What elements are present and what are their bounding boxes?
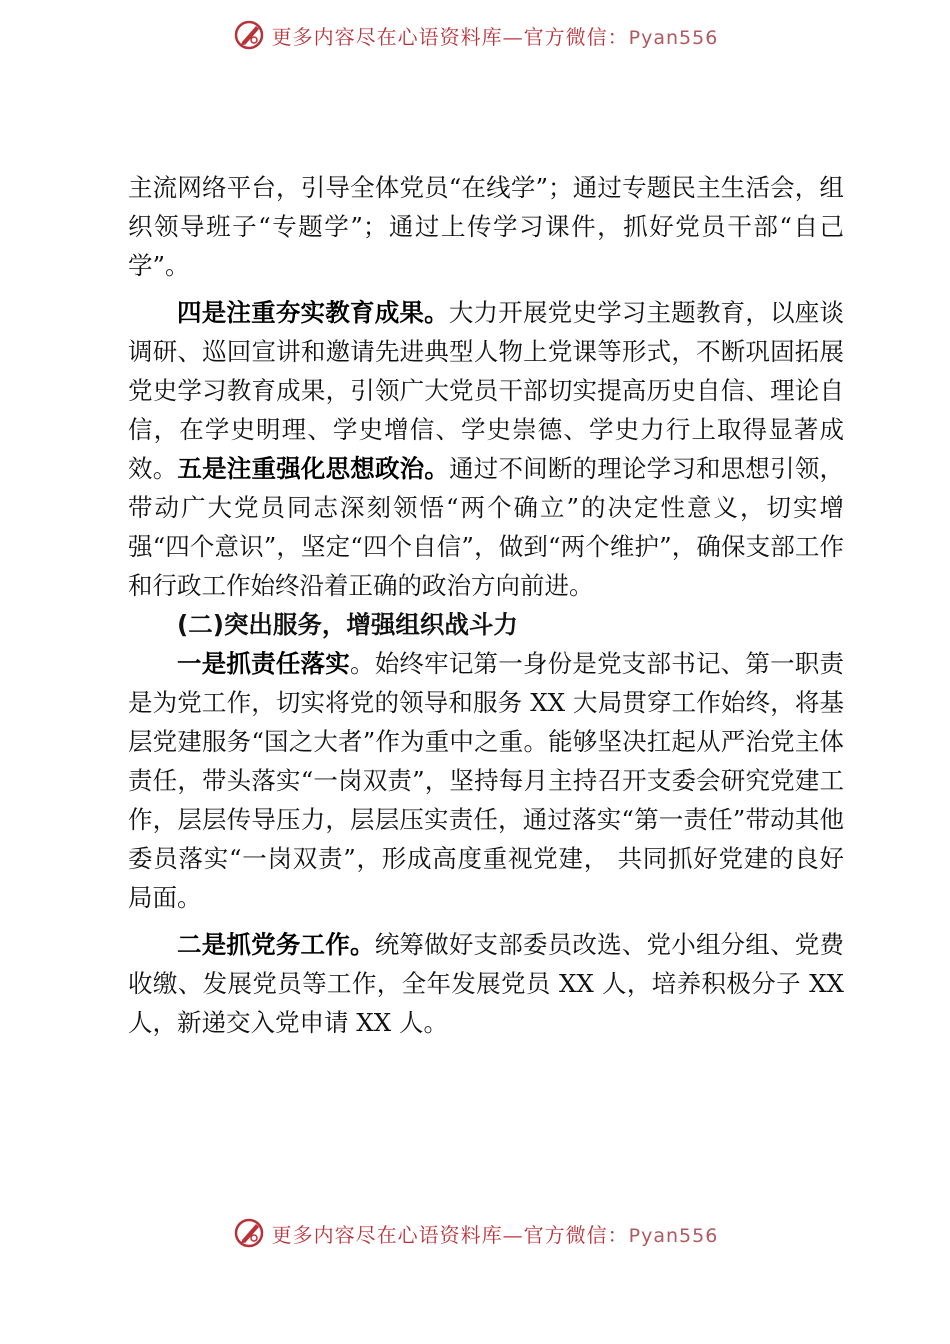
watermark-banner-top	[0, 15, 950, 55]
paragraph-party-affairs: 二是抓党务工作。统筹做好支部委员改选、党小组分组、党费收缴、发展党员等工作，全年发展党员 XX 人，培养积极分子 XX 人，新递交入党申请 XX 人。	[128, 930, 845, 1037]
point-four-heading: 四是注重夯实教育成果。	[177, 298, 449, 327]
point-one-heading: 一是抓责任落实	[177, 649, 350, 678]
pen-in-circle-logo-icon	[232, 18, 266, 52]
section-heading: (二)突出服务，增强组织战斗力	[177, 610, 518, 639]
point-two-heading: 二是抓党务工作。	[177, 930, 375, 959]
watermark-banner-bottom	[0, 1213, 950, 1253]
watermark-text: 更多内容尽在心语资料库—官方微信：Pyan556	[271, 1222, 719, 1247]
paragraph-online-study: 主流网络平台，引导全体党员“在线学”；通过专题民主生活会，组织领导班子“专题学”；通过上传学习课件，抓好党员干部“自己学”。	[128, 173, 844, 280]
paragraph-education-results: 四是注重夯实教育成果。大力开展党史学习主题教育，以座谈调研、巡回宣讲和邀请先进典型人物上党课等形式，不断巩固拓展党史学习教育成果，引领广大党员干部切实提高历史自信、理论自信，在学史明理、学史增信、学史崇德、学史力行上取得显著成效。五是注重强化思想政治。通过不间断的理论学习和思想引领，带动广大党员同志深刻领悟“两个确立”的决定性意义，切实增强“四个意识”，坚定“四个自信”，做到“两个维护”，确保支部工作和行政工作始终沿着正确的政治方向前进。	[128, 298, 845, 600]
document-body	[128, 168, 844, 1042]
point-five-heading: 五是注重强化思想政治。	[177, 454, 450, 483]
watermark-text: 更多内容尽在心语资料库—官方微信：Pyan556	[271, 24, 719, 49]
pen-in-circle-logo-icon	[232, 1216, 266, 1250]
paragraph-responsibility: 一是抓责任落实。始终牢记第一身份是党支部书记、第一职责是为党工作，切实将党的领导和服务 XX 大局贯穿工作始终，将基层党建服务“国之大者”作为重中之重。能够坚决扛起从严治党主体责任，带头落实“一岗双责”，坚持每月主持召开支委会研究党建工作，层层传导压力，层层压实责任，通过落实“第一责任”带动其他委员落实“一岗双责”，形成高度重视党建， 共同抓好党建的良好局面。	[128, 649, 845, 912]
